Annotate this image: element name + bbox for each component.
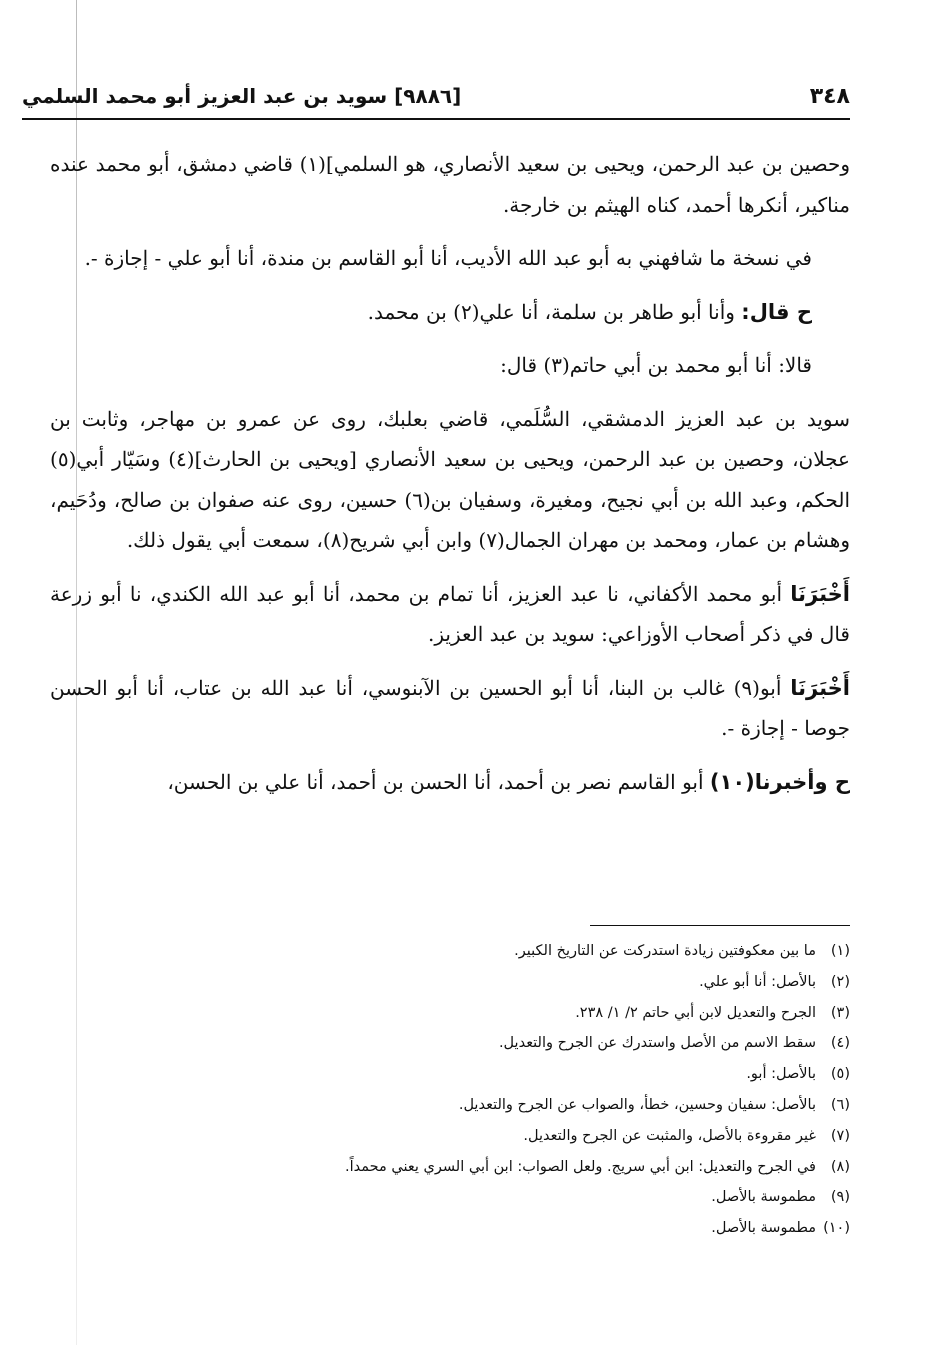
paragraph-7-lead: أَخْبَرَنَا	[790, 675, 850, 700]
footnote-item	[90, 1028, 850, 1059]
paragraph-6-text: أبو محمد الأكفاني، نا عبد العزيز، أنا تمام بن محمد، أنا أبو عبد الله الكندي، نا أبو زرعة قال في ذكر أصحاب الأوزاعي: سويد بن عبد العزيز.	[50, 581, 850, 646]
footnote-number: (١)	[830, 943, 850, 959]
main-text	[50, 144, 850, 815]
page-number: ٣٤٨	[809, 84, 850, 109]
footnote-number: (٤)	[830, 1035, 850, 1052]
footnote-item	[90, 936, 850, 967]
footnote-item	[90, 1213, 850, 1244]
footnote-number: (٨)	[830, 1158, 850, 1175]
paragraph-6	[50, 574, 850, 655]
footnote-number: (٧)	[830, 1127, 850, 1144]
footnote-text: مطموسة بالأصل.	[711, 1220, 816, 1237]
footnote-item	[90, 998, 850, 1029]
paragraph-1: وحصين بن عبد الرحمن، ويحيى بن سعيد الأنصاري، هو السلمي](١) قاضي دمشق، أبو محمد عنده مناكير، أنكرها أحمد، كناه الهيثم بن خارجة.	[50, 152, 851, 217]
footnote-item	[90, 1152, 850, 1183]
footnote-divider	[590, 925, 850, 926]
footnote-number: (٥)	[830, 1066, 850, 1083]
footnote-item	[90, 967, 850, 998]
footnote-item	[90, 1182, 850, 1213]
page-header	[22, 84, 850, 120]
paragraph-3-text: وأنا أبو طاهر بن سلمة، أنا علي(٢) بن محمد.	[367, 299, 735, 324]
paragraph-3	[50, 292, 850, 333]
paragraph-8-lead: ح وأخبرنا(١٠)	[709, 769, 850, 794]
footnote-text: في الجرح والتعديل: ابن أبي سريج. ولعل الصواب: ابن أبي السري يعني محمداً.	[345, 1158, 816, 1175]
footnote-text: بالأصل: سفيان وحسين، خطأ، والصواب عن الجرح والتعديل.	[458, 1096, 816, 1113]
paragraph-4: قالا: أنا أبو محمد بن أبي حاتم(٣) قال:	[500, 353, 812, 377]
footnote-item	[90, 1090, 850, 1121]
paragraph-2: في نسخة ما شافهني به أبو عبد الله الأديب، أنا أبو القاسم بن مندة، أنا أبو علي - إجازة -.	[84, 246, 812, 270]
footnote-number: (٦)	[830, 1096, 850, 1113]
footnote-number: (٩)	[830, 1189, 850, 1206]
paragraph-8-text: أبو القاسم نصر بن أحمد، أنا الحسن بن أحمد، أنا علي بن الحسن،	[167, 769, 704, 794]
footnote-text: سقط الاسم من الأصل واستدرك عن الجرح والتعديل.	[498, 1035, 816, 1052]
paragraph-8	[50, 762, 850, 803]
footnote-text: ما بين معكوفتين زيادة استدركت عن التاريخ الكبير.	[514, 943, 816, 959]
footnote-text: غير مقروءة بالأصل، والمثبت عن الجرح والتعديل.	[523, 1127, 816, 1144]
footnote-number: (٣)	[830, 1004, 850, 1021]
footnote-text: بالأصل: أبو.	[746, 1066, 816, 1083]
paragraph-5: سويد بن عبد العزيز الدمشقي، السُّلَمي، قاضي بعلبك، روى عن عمرو بن مهاجر، وثابت بن عجلان، وحصين بن عبد الرحمن، ويحيى بن سعيد الأنصاري [ويحيى بن الحارث](٤) وسَيّار أبي(٥) الحكم، وعبد الله بن أبي نجيح، ومغيرة، وسفيان بن(٦) حسين، روى عنه صفوان بن صالح، ودُحَيم، وهشام بن عمار، ومحمد بن مهران الجمال(٧) وابن أبي شريح(٨)، سمعت أبي يقول ذلك.	[50, 406, 850, 552]
paragraph-7	[50, 668, 850, 749]
footnote-item	[90, 1121, 850, 1152]
running-title: [٩٨٨٦] سويد بن عبد العزيز أبو محمد السلمي	[22, 84, 462, 108]
footnote-text: مطموسة بالأصل.	[711, 1189, 816, 1206]
footnote-item	[90, 1059, 850, 1090]
paragraph-7-text: أبو(٩) غالب بن البنا، أنا أبو الحسين بن الآبنوسي، أنا عبد الله بن عتاب، أنا أبو الحسن جوصا - إجازة -.	[50, 675, 850, 740]
paragraph-6-lead: أَخْبَرَنَا	[790, 581, 850, 606]
paragraph-3-lead: ح قال:	[741, 299, 812, 324]
footnote-number: (١٠)	[823, 1220, 850, 1237]
footnote-text: الجرح والتعديل لابن أبي حاتم ٢/ ١/ ٢٣٨.	[575, 1004, 816, 1021]
footnote-text: بالأصل: أنا أبو علي.	[699, 973, 816, 990]
footnote-number: (٢)	[830, 973, 850, 990]
footnotes-list	[90, 936, 850, 1244]
